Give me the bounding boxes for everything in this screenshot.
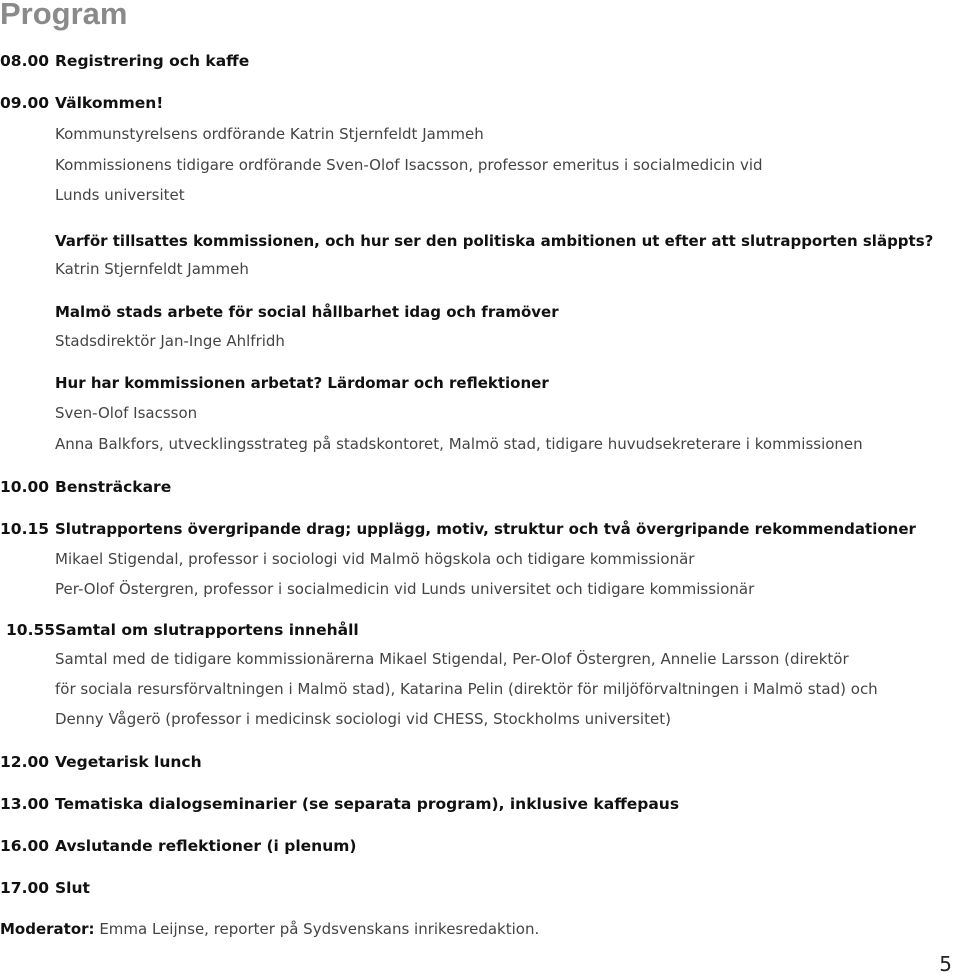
topic-3-speaker-2: Anna Balkfors, utvecklingsstrateg på stadskontoret, Malmö stad, tidigare huvudsekreterare i kommissionen — [55, 435, 863, 453]
welcome-speaker-2-line-1: Kommissionens tidigare ordförande Sven-Olof Isacsson, professor emeritus i socialmedicin vid — [55, 156, 763, 174]
speaker-1055-b: för sociala resursförvaltningen i Malmö stad), Katarina Pelin (direktör för miljöförvaltningen i Malmö stad) och — [55, 680, 878, 698]
topic-2-title: Malmö stads arbete för social hållbarhet idag och framöver — [55, 303, 559, 321]
speaker-1055-a: Samtal med de tidigare kommissionärerna Mikael Stigendal, Per-Olof Östergren, Annelie Larsson (direktör — [55, 650, 849, 668]
heading-1300: Tematiska dialogseminarier (se separata program), inklusive kaffepaus — [55, 795, 680, 813]
time-1700: 17.00 — [0, 879, 50, 897]
topic-3-speaker-1: Sven-Olof Isacsson — [55, 404, 198, 422]
topic-1-title: Varför tillsattes kommissionen, och hur ser den politiska ambitionen ut efter att slutrapporten släppts? — [55, 232, 934, 250]
heading-1700: Slut — [55, 879, 90, 897]
moderator-line — [0, 920, 539, 938]
moderator-text: Emma Leijnse, reporter på Sydsvenskans inrikesredaktion. — [94, 920, 540, 938]
time-1300: 13.00 — [0, 795, 50, 813]
time-1055: 10.55 — [6, 621, 56, 639]
heading-1015: Slutrapportens övergripande drag; upplägg, motiv, struktur och två övergripande rekommendationer — [55, 520, 916, 538]
speaker-1055-c: Denny Vågerö (professor i medicinsk sociologi vid CHESS, Stockholms universitet) — [55, 710, 671, 728]
heading-1055: Samtal om slutrapportens innehåll — [55, 621, 359, 639]
welcome-speaker-1: Kommunstyrelsens ordförande Katrin Stjernfeldt Jammeh — [55, 125, 484, 143]
heading-0800: Registrering och kaffe — [55, 52, 250, 70]
welcome-speaker-2-line-2: Lunds universitet — [55, 186, 185, 204]
heading-0900: Välkommen! — [55, 94, 164, 112]
moderator-label: Moderator: — [0, 920, 95, 938]
page-number: 5 — [939, 952, 952, 976]
heading-1600: Avslutande reflektioner (i plenum) — [55, 837, 357, 855]
time-0900: 09.00 — [0, 94, 50, 112]
time-0800: 08.00 — [0, 52, 50, 70]
heading-1000: Bensträckare — [55, 478, 172, 496]
topic-3-title: Hur har kommissionen arbetat? Lärdomar och reflektioner — [55, 374, 549, 392]
topic-2-speaker: Stadsdirektör Jan-Inge Ahlfridh — [55, 332, 285, 350]
time-1200: 12.00 — [0, 753, 50, 771]
topic-1-speaker: Katrin Stjernfeldt Jammeh — [55, 260, 249, 278]
heading-1200: Vegetarisk lunch — [55, 753, 202, 771]
page-title: Program — [0, 0, 128, 31]
speaker-1015-a: Mikael Stigendal, professor i sociologi vid Malmö högskola och tidigare kommissionär — [55, 550, 695, 568]
time-1000: 10.00 — [0, 478, 50, 496]
time-1600: 16.00 — [0, 837, 50, 855]
speaker-1015-b: Per-Olof Östergren, professor i socialmedicin vid Lunds universitet och tidigare kommissionär — [55, 580, 755, 598]
time-1015: 10.15 — [0, 520, 50, 538]
